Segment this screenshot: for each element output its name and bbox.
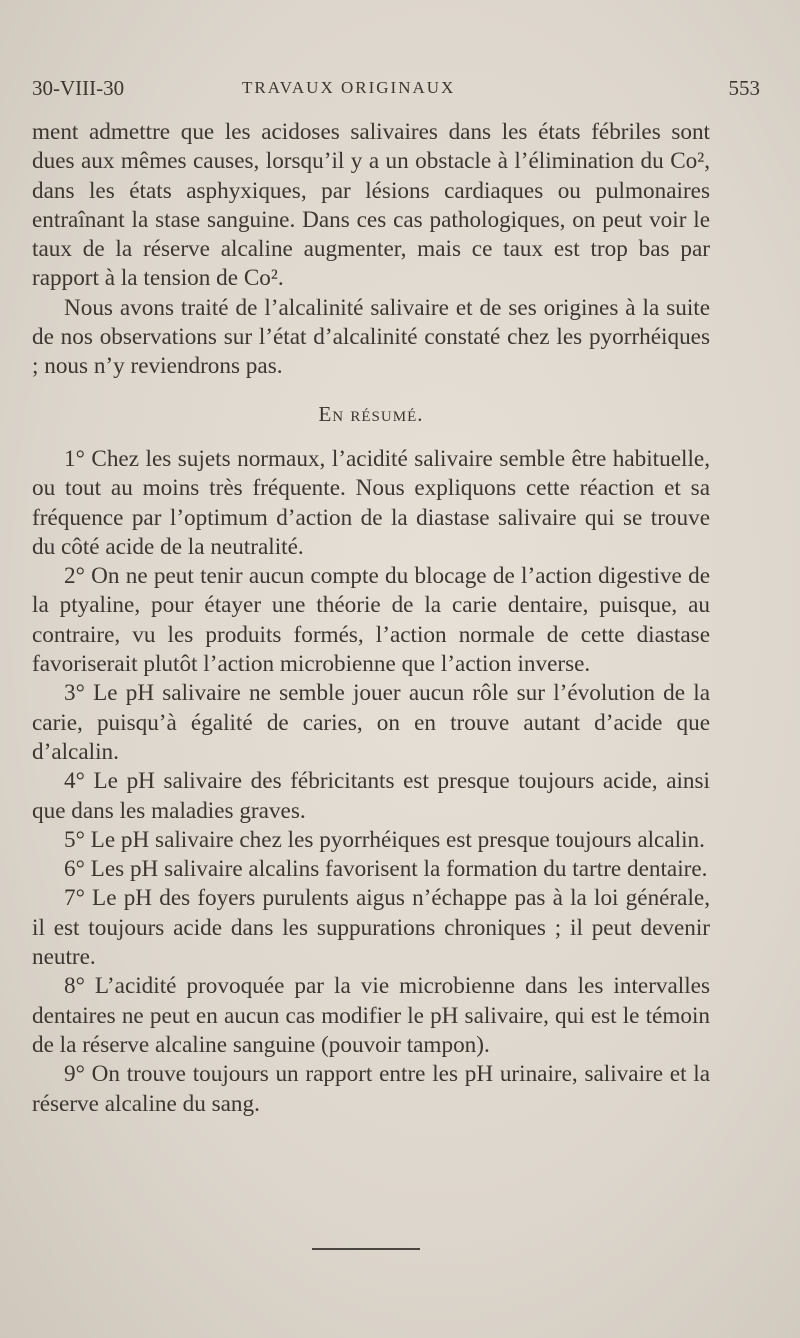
conclusion-1: 1° Chez les sujets normaux, l’acidité salivaire semble être habituelle, ou tout au moins très fréquente. Nous expliquons cette réaction et sa fréquence par l’optimum d’action de la diastase salivaire qui se trouve du côté acide de la neutralité. [32,445,710,560]
end-rule-divider [312,1248,420,1250]
paragraph-alkalinity: Nous avons traité de l’alcalinité salivaire et de ses origines à la suite de nos observations sur l’état d’alcalinité constaté chez les pyorrhéiques ; nous n’y reviendrons pas. [32,294,710,380]
conclusion-9: 9° On trouve toujours un rapport entre les pH urinaire, salivaire et la réserve alcaline du sang. [32,1061,710,1117]
paragraph-continuation: ment admettre que les acidoses salivaires dans les états fébriles sont dues aux mêmes causes, lorsqu’il y a un obstacle à l’élimination du Co², dans les états asphyxiques, par lésions cardiaques ou pulmonaires entraînant la stase sanguine. Dans ces cas pathologiques, on peut voir le taux de la réserve alcaline augmenter, mais ce taux est trop bas par rapport à la tension de Co². [32,119,710,292]
page-number: 553 [728,76,760,100]
conclusion-2: 2° On ne peut tenir aucun compte du blocage de l’action digestive de la ptyaline, pour étayer une théorie de la carie dentaire, puisque, au contraire, vu les produits formés, l’action normale de cette diastase favoriserait plutôt l’action microbienne que l’action inverse. [32,563,710,678]
article-body [32,118,710,1119]
conclusion-4: 4° Le pH salivaire des fébricitants est presque toujours acide, ainsi que dans les maladies graves. [32,768,710,824]
header-journal-section: TRAVAUX ORIGINAUX [242,78,456,97]
conclusion-6: 6° Les pH salivaire alcalins favorisent la formation du tartre dentaire. [64,856,708,883]
conclusion-8: 8° L’acidité provoquée par la vie microbienne dans les intervalles dentaires ne peut en aucun cas modifier le pH salivaire, qui est le témoin de la réserve alcaline sanguine (pouvoir tampon). [32,973,710,1058]
summary-heading [32,400,710,429]
summary-heading-text: En résumé. [318,401,424,426]
conclusion-5: 5° Le pH salivaire chez les pyorrhéiques est presque toujours alcalin. [64,826,705,853]
conclusion-3: 3° Le pH salivaire ne semble jouer aucun rôle sur l’évolution de la carie, puisqu’à égalité de caries, on en trouve autant d’acide que d’alcalin. [32,680,710,765]
header-date: 30-VIII-30 [32,76,125,100]
running-header [32,76,760,106]
conclusion-7: 7° Le pH des foyers purulents aigus n’échappe pas à la loi générale, il est toujours acide dans les suppurations chroniques ; il peut devenir neutre. [32,885,710,971]
